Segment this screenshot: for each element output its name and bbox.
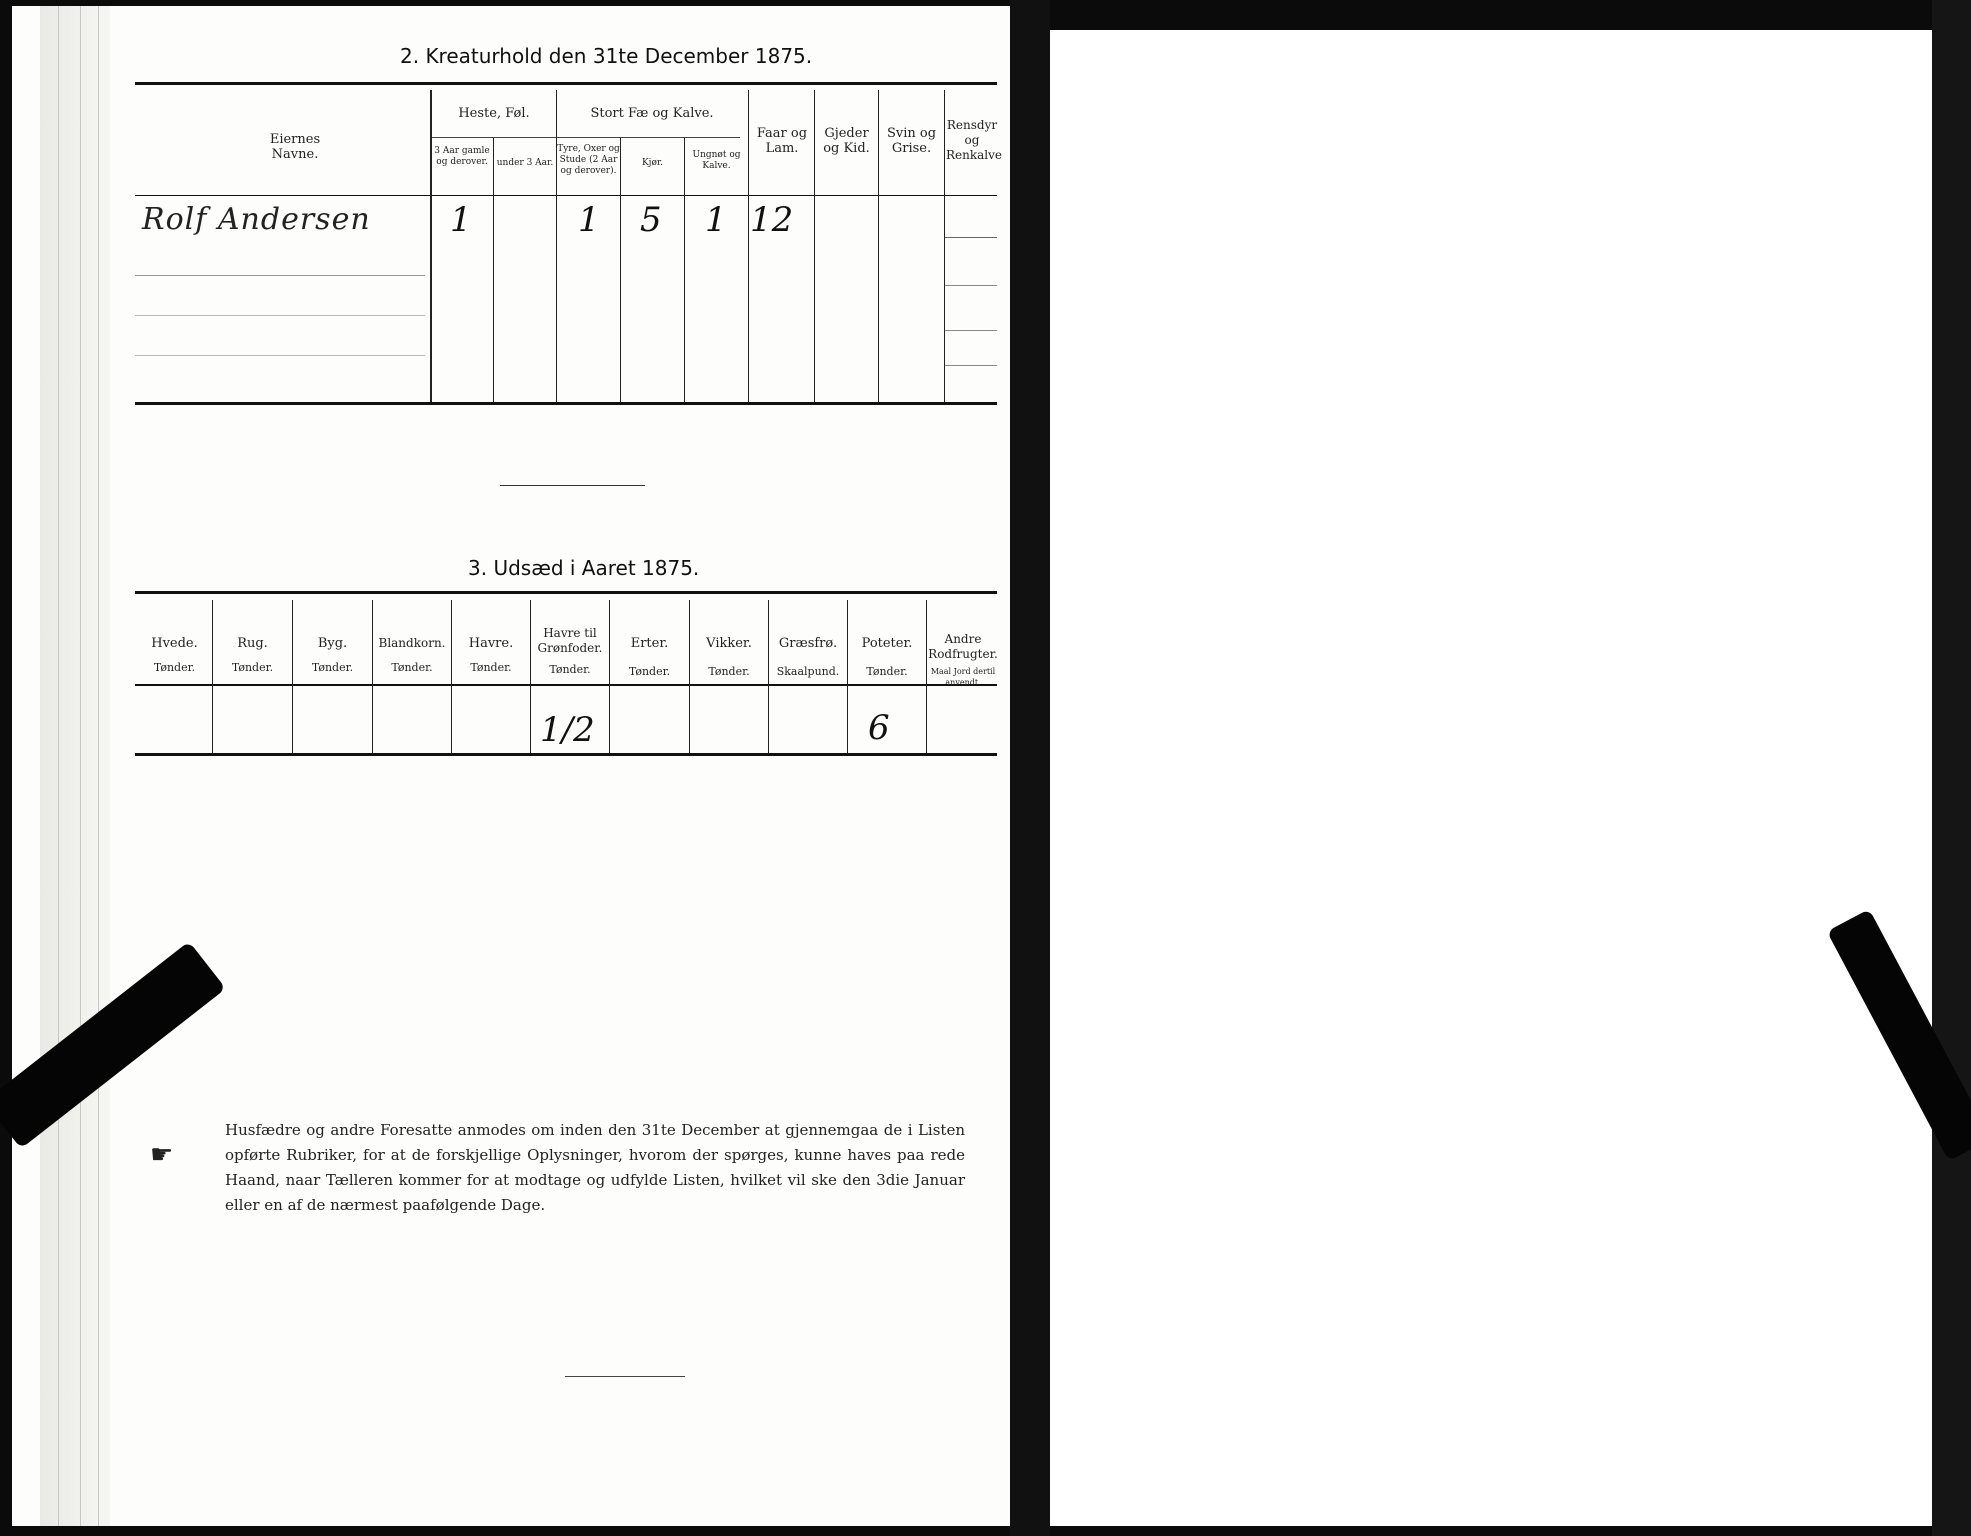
- unit-rug: Tønder.: [231, 661, 274, 674]
- page-edge-line: [58, 6, 59, 1526]
- table2-col-rule: [944, 90, 945, 402]
- table2-row-rule: [135, 355, 425, 356]
- header-andre-rodfrugter: Andre Rodfrugter.: [928, 632, 998, 661]
- table2-col-rule: [620, 138, 621, 402]
- table3-bottom-rule: [135, 753, 997, 756]
- header-pigs: Svin og Grise.: [886, 126, 937, 156]
- header-graesfro: Græsfrø.: [778, 636, 838, 651]
- value-cattle-cows: 5: [640, 200, 662, 240]
- section-divider: [500, 485, 645, 486]
- right-edge-shadow: [1932, 0, 1971, 1536]
- header-sheep: Faar og Lam.: [756, 126, 808, 156]
- unit-andre-rodfrugter: Maal Jord dertil anvendt.: [930, 667, 996, 687]
- section3-title: 3. Udsæd i Aaret 1875.: [468, 556, 700, 580]
- page-edge-stack: [40, 6, 110, 1526]
- value-havre-gronfoder: 1/2: [540, 710, 595, 750]
- table3-col-rule: [451, 600, 452, 753]
- header-poteter: Poteter.: [861, 636, 913, 651]
- table3-col-rule: [530, 600, 531, 753]
- table2-col-rule: [430, 90, 432, 402]
- header-erter: Erter.: [630, 636, 669, 651]
- header-blandkorn: Blandkorn.: [378, 636, 446, 650]
- table3-col-rule: [292, 600, 293, 753]
- header-owner: Eiernes Navne.: [269, 132, 321, 162]
- header-cattle-bulls: Tyre, Oxer og Stude (2 Aar og derover).: [557, 144, 620, 176]
- header-goats: Gjeder og Kid.: [823, 126, 870, 156]
- book-spine: [1010, 0, 1050, 1536]
- unit-poteter: Tønder.: [866, 665, 908, 678]
- value-cattle-bulls: 1: [578, 200, 600, 240]
- header-cattle-young: Ungnøt og Kalve.: [692, 150, 741, 171]
- table2-col-rule: [493, 138, 494, 402]
- unit-graesfro: Skaalpund.: [776, 665, 840, 678]
- header-havre-gronfoder: Havre til Grønfoder.: [537, 626, 603, 655]
- table2-row-rule: [945, 285, 997, 286]
- table3-col-rule: [926, 600, 927, 753]
- header-horses: Heste, Føl.: [458, 106, 530, 121]
- unit-byg: Tønder.: [311, 661, 354, 674]
- table2-col-rule: [684, 138, 685, 402]
- value-sheep: 12: [750, 200, 794, 240]
- header-reindeer: Rensdyr og Renkalve: [946, 118, 1003, 162]
- table2-header-rule: [135, 195, 997, 196]
- header-byg: Byg.: [317, 636, 348, 651]
- notice-text: Husfædre og andre Foresatte anmodes om inden den 31te December at gjennemgaa de i Listen opførte Rubriker, for at de forskjellige Oplysninger, hvorom der spørges, kunne haves paa rede Haand, naar Tælleren kommer for at modtage og udfylde Listen, hvilket vil ske den 3die Januar eller en af de nærmest paafølgende Dage.: [225, 1121, 965, 1214]
- unit-erter: Tønder.: [628, 665, 671, 678]
- table3-col-rule: [212, 600, 213, 753]
- header-horses-old: 3 Aar gamle og derover.: [434, 146, 490, 167]
- table3-top-rule: [135, 591, 997, 594]
- table3-col-rule: [372, 600, 373, 753]
- table2-subheader-rule: [430, 137, 740, 138]
- table2-top-rule: [135, 82, 997, 85]
- table2-row-rule: [945, 365, 997, 366]
- unit-hvede: Tønder.: [153, 661, 196, 674]
- table2-row-rule: [945, 330, 997, 331]
- header-havre: Havre.: [468, 636, 514, 651]
- table2-col-rule: [556, 90, 557, 402]
- table2-row-rule: [945, 237, 997, 238]
- header-horses-young: under 3 Aar.: [496, 158, 554, 168]
- value-horses-old: 1: [450, 200, 472, 240]
- value-poteter: 6: [868, 708, 890, 748]
- unit-havre-gronfoder: Tønder.: [549, 663, 591, 676]
- closing-rule: [565, 1376, 685, 1377]
- unit-havre: Tønder.: [470, 661, 512, 674]
- value-cattle-young: 1: [705, 200, 727, 240]
- unit-vikker: Tønder.: [708, 665, 750, 678]
- section2-title: 2. Kreaturhold den 31te December 1875.: [400, 44, 813, 68]
- table2-bottom-rule: [135, 402, 997, 405]
- header-vikker: Vikker.: [706, 636, 752, 651]
- page-edge-line: [80, 6, 81, 1526]
- header-cattle-cows: Kjør.: [641, 158, 664, 168]
- right-page-blank: [1050, 30, 1932, 1526]
- table2-row-rule: [135, 315, 425, 316]
- table2-row-rule: [135, 275, 425, 276]
- unit-blandkorn: Tønder.: [391, 661, 433, 674]
- owner-name: Rolf Andersen: [142, 202, 371, 237]
- table2-col-rule: [748, 90, 749, 402]
- table3-header-rule: [135, 684, 997, 686]
- header-hvede: Hvede.: [151, 636, 198, 651]
- header-rug: Rug.: [237, 636, 268, 651]
- page-edge-line: [98, 6, 99, 1526]
- pointing-hand-icon: ☛: [150, 1140, 174, 1170]
- header-cattle: Stort Fæ og Kalve.: [590, 106, 714, 121]
